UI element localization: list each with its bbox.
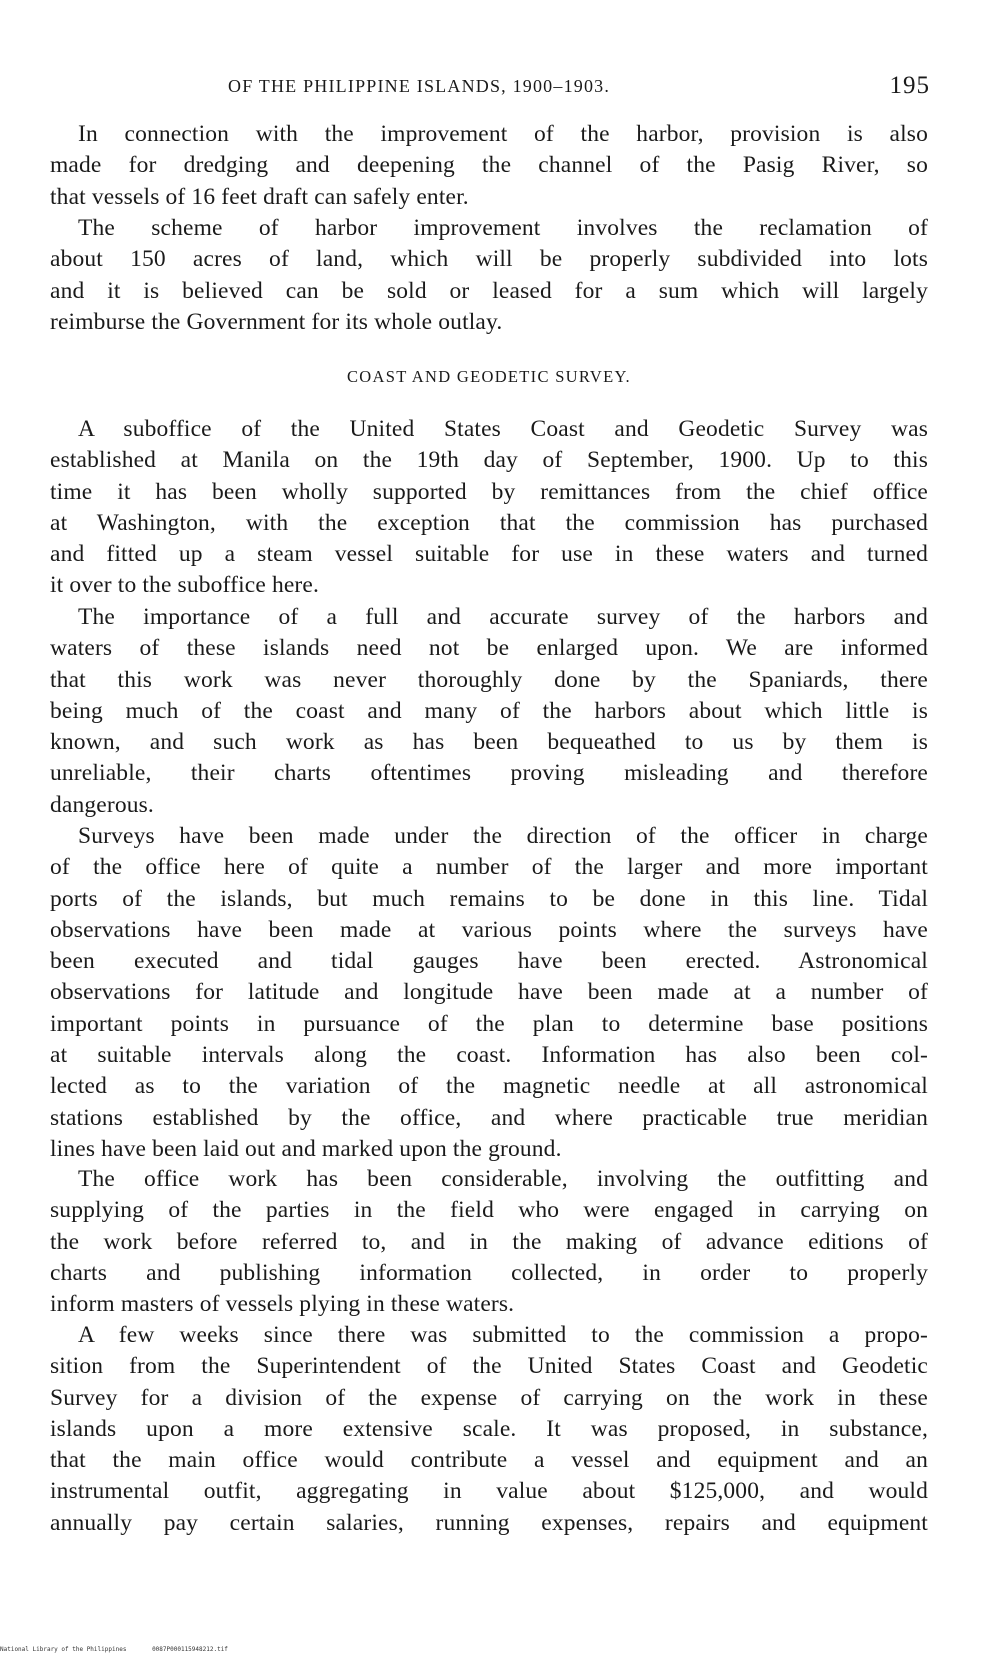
text-line: and fitted up a steam vessel suitable for use in these waters and turned [50,541,928,568]
paragraph-harbor-reclamation [50,213,928,338]
text-line: The importance of a full and accurate survey of the harbors and [78,604,928,630]
text-line: supplying of the parties in the field who were engaged in carrying on [50,1197,928,1224]
text-line: In connection with the improvement of the harbor, provision is also [78,121,928,147]
text-line: waters of these islands need not be enlarged upon. We are informed [50,635,928,662]
text-line: it over to the suboffice here. [50,572,320,599]
text-line: observations for latitude and longitude have been made at a number of [50,979,928,1006]
section-heading: COAST AND GEODETIC SURVEY. [347,367,631,386]
paragraph-harbor-dredging [50,119,928,213]
text-line: dangerous. [50,791,154,818]
text-line: the work before referred to, and in the making of advance editions of [50,1228,928,1255]
text-line: at suitable intervals along the coast. Information has also been col- [50,1042,928,1069]
text-line: islands upon a more extensive scale. It was proposed, in substance, [50,1415,928,1442]
text-line: that vessels of 16 feet draft can safely enter. [50,183,469,210]
library-credit: National Library of the Philippines [0,1646,127,1653]
paragraph-survey-importance [50,602,928,821]
page-number: 195 [889,72,930,99]
paragraph-office-work [50,1164,928,1320]
text-line: at Washington, with the exception that the commission has purchased [50,509,928,536]
text-line: being much of the coast and many of the harbors about which little is [50,697,928,724]
text-line: A few weeks since there was submitted to the commission a propo- [78,1322,928,1348]
text-line: of the office here of quite a number of the larger and more important [50,854,928,881]
paragraph-surveys-made [50,821,928,1165]
text-line: Survey for a division of the expense of carrying on the work in these [50,1384,928,1411]
text-line: lected as to the variation of the magnetic needle at all astronomical [50,1073,928,1100]
text-line: inform masters of vessels plying in these waters. [50,1291,515,1318]
text-line: charts and publishing information collected, in order to properly [50,1259,928,1286]
scan-footer [0,1646,250,1653]
text-line: stations established by the office, and where practicable true meridian [50,1104,928,1131]
text-line: Surveys have been made under the direction of the officer in charge [78,823,928,849]
text-line: that the main office would contribute a vessel and equipment and an [50,1447,928,1474]
paragraph-proposition [50,1320,928,1539]
text-line: about 150 acres of land, which will be properly subdivided into lots [50,246,928,273]
text-line: important points in pursuance of the plan to determine base positions [50,1010,928,1037]
text-line: instrumental outfit, aggregating in value about $125,000, and would [50,1478,928,1505]
paragraph-suboffice [50,414,928,602]
text-line: unreliable, their charts oftentimes proving misleading and therefore [50,760,928,787]
text-line: The scheme of harbor improvement involves the reclamation of [78,215,928,241]
text-line: and it is believed can be sold or leased for a sum which will largely [50,277,928,304]
text-line: A suboffice of the United States Coast and Geodetic Survey was [78,416,928,442]
file-identifier: 0087P000115948212.tif [152,1646,228,1653]
text-line: The office work has been considerable, involving the outfitting and [78,1166,928,1192]
text-line: observations have been made at various points where the surveys have [50,916,928,943]
text-line: lines have been laid out and marked upon the ground. [50,1135,562,1162]
text-line: annually pay certain salaries, running expenses, repairs and equipment [50,1509,928,1536]
text-line: been executed and tidal gauges have been erected. Astronomical [50,948,928,975]
text-line: sition from the Superintendent of the United States Coast and Geodetic [50,1353,928,1380]
running-title: OF THE PHILIPPINE ISLANDS, 1900–1903. [228,76,611,96]
text-line: ports of the islands, but much remains to be done in this line. Tidal [50,885,928,912]
text-line: made for dredging and deepening the channel of the Pasig River, so [50,152,928,179]
text-line: time it has been wholly supported by remittances from the chief office [50,478,928,505]
text-line: that this work was never thoroughly done by the Spaniards, there [50,666,928,693]
running-head [50,72,930,112]
text-line: reimburse the Government for its whole outlay. [50,308,503,335]
text-line: established at Manila on the 19th day of September, 1900. Up to this [50,447,928,474]
text-line: known, and such work as has been bequeathed to us by them is [50,729,928,756]
